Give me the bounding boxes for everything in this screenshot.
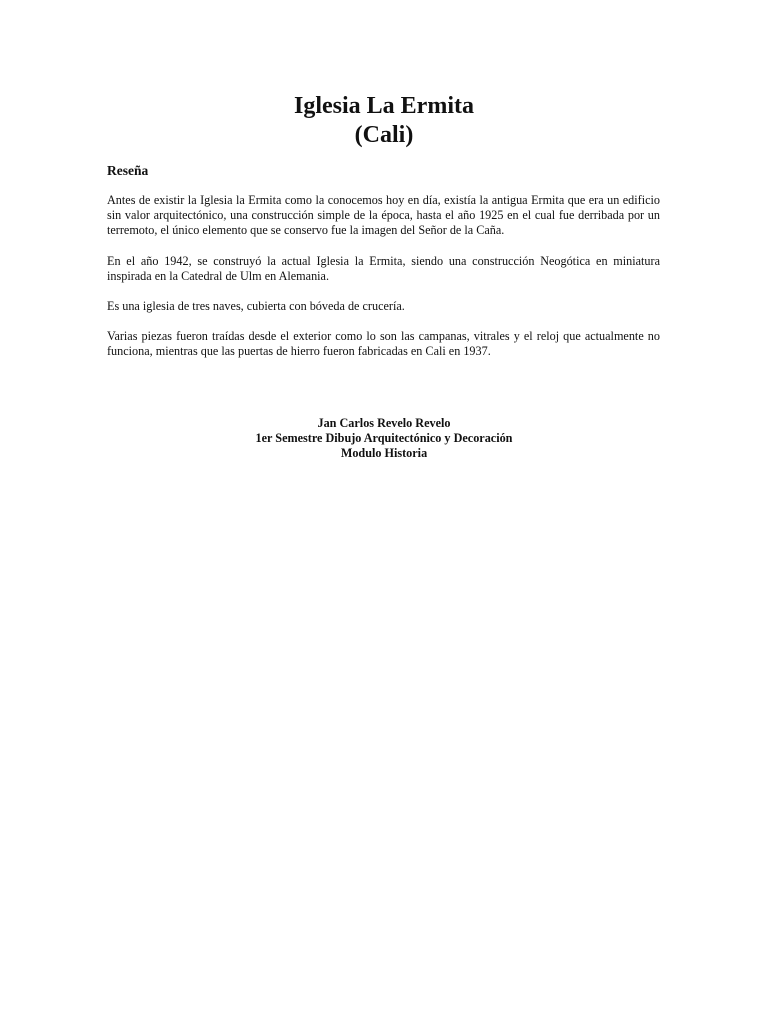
title-line-main: Iglesia La Ermita bbox=[294, 93, 474, 119]
signature-block bbox=[0, 416, 768, 462]
signature-course: 1er Semestre Dibujo Arquitectónico y Decoración bbox=[255, 431, 513, 446]
paragraph-naves: Es una iglesia de tres naves, cubierta con bóveda de crucería. bbox=[107, 299, 405, 313]
page-title bbox=[0, 92, 768, 150]
title-line-sub: (Cali) bbox=[354, 122, 414, 148]
paragraph-pieces: Varias piezas fueron traídas desde el exterior como lo son las campanas, vitrales y el reloj que actualmente no funciona, mientras que las puertas de hierro fueron fabricadas en Cali en 1937. bbox=[107, 329, 660, 359]
section-heading: Reseña bbox=[107, 163, 149, 178]
signature-module: Modulo Historia bbox=[340, 446, 428, 461]
paragraph-construction: En el año 1942, se construyó la actual Iglesia la Ermita, siendo una construcción Neogótica en miniatura inspirada en la Catedral de Ulm en Alemania. bbox=[107, 254, 660, 284]
signature-author: Jan Carlos Revelo Revelo bbox=[317, 416, 451, 430]
paragraph-history: Antes de existir la Iglesia la Ermita como la conocemos hoy en día, existía la antigua Ermita que era un edificio sin valor arquitectónico, una construcción simple de la época, hasta el año 1925 en el cual fue derribada por un terremoto, el único elemento que se conservo fue la imagen del Señor de la Caña. bbox=[107, 193, 660, 238]
